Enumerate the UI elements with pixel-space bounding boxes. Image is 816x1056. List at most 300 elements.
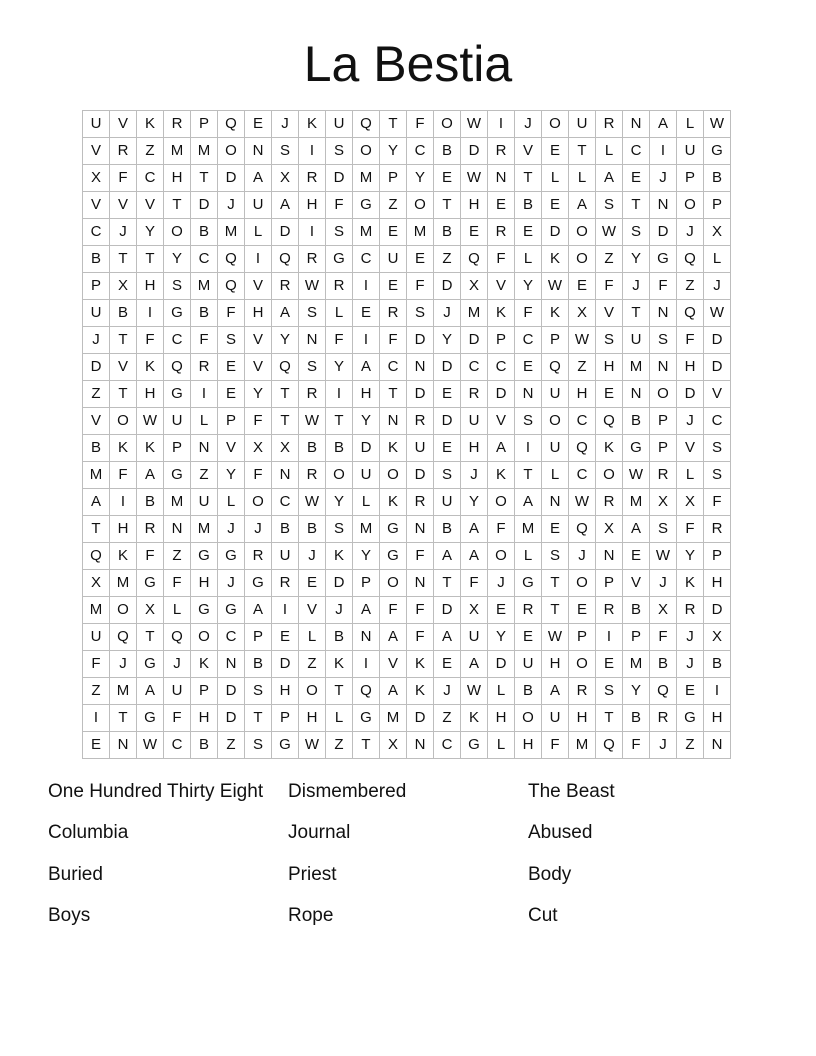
grid-cell: R	[704, 516, 731, 543]
grid-cell: H	[488, 705, 515, 732]
grid-cell: D	[218, 705, 245, 732]
grid-row	[83, 327, 731, 354]
grid-row	[83, 624, 731, 651]
grid-cell: F	[326, 327, 353, 354]
grid-cell: Z	[164, 543, 191, 570]
grid-cell: O	[569, 651, 596, 678]
grid-cell: E	[515, 354, 542, 381]
grid-cell: I	[704, 678, 731, 705]
grid-cell: R	[164, 111, 191, 138]
grid-cell: F	[164, 570, 191, 597]
grid-row	[83, 273, 731, 300]
grid-cell: R	[596, 489, 623, 516]
grid-cell: I	[353, 651, 380, 678]
grid-cell: K	[596, 435, 623, 462]
grid-cell: P	[488, 327, 515, 354]
grid-cell: U	[164, 408, 191, 435]
grid-cell: J	[677, 408, 704, 435]
grid-cell: Y	[164, 246, 191, 273]
grid-cell: V	[110, 354, 137, 381]
grid-cell: S	[245, 732, 272, 759]
grid-cell: F	[137, 327, 164, 354]
grid-cell: Q	[677, 300, 704, 327]
grid-cell: V	[110, 111, 137, 138]
grid-cell: V	[488, 408, 515, 435]
grid-cell: L	[569, 165, 596, 192]
grid-cell: L	[488, 678, 515, 705]
grid-cell: F	[488, 246, 515, 273]
grid-cell: E	[677, 678, 704, 705]
grid-cell: O	[353, 138, 380, 165]
grid-cell: N	[353, 624, 380, 651]
grid-cell: D	[191, 192, 218, 219]
grid-cell: O	[569, 246, 596, 273]
grid-cell: T	[515, 165, 542, 192]
grid-cell: D	[407, 462, 434, 489]
grid-cell: U	[353, 462, 380, 489]
grid-cell: N	[407, 516, 434, 543]
grid-cell: K	[326, 543, 353, 570]
grid-cell: I	[596, 624, 623, 651]
grid-cell: O	[380, 570, 407, 597]
grid-cell: F	[137, 543, 164, 570]
grid-cell: G	[353, 192, 380, 219]
grid-cell: P	[623, 624, 650, 651]
grid-cell: Q	[542, 354, 569, 381]
grid-cell: S	[326, 516, 353, 543]
grid-cell: H	[164, 165, 191, 192]
grid-cell: G	[164, 462, 191, 489]
grid-cell: T	[515, 462, 542, 489]
grid-cell: Q	[110, 624, 137, 651]
grid-cell: T	[137, 624, 164, 651]
grid-cell: L	[299, 624, 326, 651]
grid-cell: E	[380, 273, 407, 300]
grid-cell: I	[326, 381, 353, 408]
grid-cell: S	[596, 678, 623, 705]
grid-cell: E	[623, 543, 650, 570]
grid-cell: Q	[272, 354, 299, 381]
grid-cell: K	[380, 489, 407, 516]
grid-cell: X	[272, 165, 299, 192]
grid-cell: O	[677, 192, 704, 219]
grid-cell: K	[137, 354, 164, 381]
grid-cell: U	[515, 651, 542, 678]
grid-cell: B	[110, 300, 137, 327]
grid-cell: A	[380, 678, 407, 705]
grid-cell: E	[596, 381, 623, 408]
grid-cell: V	[488, 273, 515, 300]
grid-cell: E	[569, 273, 596, 300]
grid-cell: H	[569, 381, 596, 408]
grid-cell: P	[245, 624, 272, 651]
grid-cell: H	[191, 570, 218, 597]
grid-cell: B	[434, 138, 461, 165]
grid-cell: B	[704, 165, 731, 192]
grid-cell: A	[434, 543, 461, 570]
grid-cell: E	[218, 381, 245, 408]
grid-cell: E	[353, 300, 380, 327]
word-list	[48, 778, 768, 943]
grid-cell: O	[569, 570, 596, 597]
grid-cell: V	[110, 192, 137, 219]
grid-cell: W	[461, 111, 488, 138]
grid-cell: T	[542, 570, 569, 597]
grid-row	[83, 489, 731, 516]
grid-cell: R	[380, 300, 407, 327]
grid-cell: O	[542, 111, 569, 138]
grid-cell: V	[596, 300, 623, 327]
grid-cell: G	[515, 570, 542, 597]
grid-cell: R	[299, 165, 326, 192]
grid-cell: F	[110, 462, 137, 489]
grid-cell: U	[191, 489, 218, 516]
grid-cell: E	[83, 732, 110, 759]
grid-cell: Y	[245, 381, 272, 408]
grid-cell: Y	[353, 543, 380, 570]
grid-cell: F	[461, 570, 488, 597]
grid-cell: I	[650, 138, 677, 165]
grid-cell: O	[488, 489, 515, 516]
word-list-item: The Beast	[528, 781, 615, 802]
grid-cell: J	[245, 516, 272, 543]
grid-cell: J	[434, 678, 461, 705]
grid-cell: W	[299, 273, 326, 300]
grid-cell: R	[461, 381, 488, 408]
grid-cell: M	[191, 516, 218, 543]
grid-cell: O	[110, 597, 137, 624]
grid-row	[83, 300, 731, 327]
grid-cell: W	[569, 327, 596, 354]
grid-cell: H	[461, 192, 488, 219]
grid-cell: A	[596, 165, 623, 192]
grid-cell: C	[569, 462, 596, 489]
grid-cell: C	[488, 354, 515, 381]
grid-cell: W	[542, 624, 569, 651]
grid-cell: M	[461, 300, 488, 327]
grid-cell: V	[704, 381, 731, 408]
grid-cell: L	[677, 111, 704, 138]
grid-cell: P	[191, 678, 218, 705]
grid-cell: B	[191, 300, 218, 327]
grid-cell: X	[650, 597, 677, 624]
word-list-item: Cut	[528, 904, 558, 926]
grid-cell: Y	[434, 327, 461, 354]
grid-cell: V	[83, 192, 110, 219]
grid-cell: C	[353, 246, 380, 273]
grid-cell: F	[191, 327, 218, 354]
grid-cell: B	[191, 732, 218, 759]
grid-cell: F	[380, 327, 407, 354]
grid-cell: N	[623, 111, 650, 138]
grid-cell: C	[83, 219, 110, 246]
grid-cell: R	[299, 381, 326, 408]
grid-cell: F	[488, 516, 515, 543]
grid-cell: U	[677, 138, 704, 165]
grid-cell: N	[110, 732, 137, 759]
grid-cell: W	[137, 408, 164, 435]
grid-cell: M	[218, 219, 245, 246]
grid-cell: W	[299, 732, 326, 759]
grid-cell: H	[137, 273, 164, 300]
grid-cell: L	[515, 246, 542, 273]
grid-cell: Z	[83, 678, 110, 705]
grid-cell: E	[623, 165, 650, 192]
grid-cell: Q	[218, 246, 245, 273]
grid-cell: C	[164, 327, 191, 354]
grid-cell: K	[137, 111, 164, 138]
grid-cell: L	[191, 408, 218, 435]
grid-cell: D	[272, 651, 299, 678]
grid-cell: S	[299, 300, 326, 327]
grid-cell: A	[272, 300, 299, 327]
grid-cell: P	[380, 165, 407, 192]
grid-cell: M	[623, 354, 650, 381]
grid-row	[83, 678, 731, 705]
grid-cell: Y	[623, 678, 650, 705]
grid-cell: D	[218, 678, 245, 705]
grid-cell: Q	[218, 273, 245, 300]
grid-cell: G	[623, 435, 650, 462]
grid-cell: O	[488, 543, 515, 570]
grid-cell: I	[272, 597, 299, 624]
grid-cell: H	[596, 354, 623, 381]
grid-cell: T	[326, 408, 353, 435]
grid-cell: R	[650, 462, 677, 489]
grid-cell: G	[191, 543, 218, 570]
grid-cell: H	[515, 732, 542, 759]
grid-cell: R	[569, 678, 596, 705]
grid-row	[83, 138, 731, 165]
grid-cell: Y	[137, 219, 164, 246]
grid-cell: Y	[218, 462, 245, 489]
grid-cell: H	[110, 516, 137, 543]
grid-cell: E	[299, 570, 326, 597]
grid-cell: O	[434, 111, 461, 138]
grid-cell: A	[623, 516, 650, 543]
grid-cell: A	[542, 678, 569, 705]
grid-cell: O	[407, 192, 434, 219]
grid-cell: Z	[380, 192, 407, 219]
grid-row	[83, 354, 731, 381]
grid-cell: K	[542, 300, 569, 327]
grid-cell: P	[596, 570, 623, 597]
grid-cell: W	[569, 489, 596, 516]
grid-cell: K	[407, 678, 434, 705]
grid-cell: E	[434, 651, 461, 678]
grid-cell: E	[542, 138, 569, 165]
grid-cell: S	[272, 138, 299, 165]
grid-cell: E	[542, 192, 569, 219]
grid-cell: N	[623, 381, 650, 408]
grid-cell: F	[164, 705, 191, 732]
grid-cell: C	[461, 354, 488, 381]
grid-cell: E	[542, 516, 569, 543]
grid-cell: D	[488, 381, 515, 408]
grid-cell: F	[677, 516, 704, 543]
grid-cell: A	[137, 462, 164, 489]
grid-cell: L	[245, 219, 272, 246]
grid-cell: G	[164, 300, 191, 327]
grid-cell: D	[353, 435, 380, 462]
grid-cell: L	[353, 489, 380, 516]
grid-cell: N	[380, 408, 407, 435]
grid-cell: X	[272, 435, 299, 462]
grid-cell: H	[245, 300, 272, 327]
grid-cell: V	[299, 597, 326, 624]
grid-cell: L	[677, 462, 704, 489]
grid-cell: J	[677, 624, 704, 651]
grid-cell: G	[650, 246, 677, 273]
grid-cell: Y	[272, 327, 299, 354]
grid-cell: D	[704, 354, 731, 381]
grid-cell: O	[542, 408, 569, 435]
grid-cell: N	[650, 354, 677, 381]
grid-cell: B	[299, 516, 326, 543]
grid-cell: X	[83, 570, 110, 597]
grid-cell: L	[326, 300, 353, 327]
grid-cell: J	[83, 327, 110, 354]
grid-cell: X	[83, 165, 110, 192]
grid-cell: F	[650, 624, 677, 651]
grid-cell: U	[569, 111, 596, 138]
grid-cell: C	[434, 732, 461, 759]
grid-cell: X	[650, 489, 677, 516]
grid-cell: U	[542, 381, 569, 408]
grid-cell: R	[650, 705, 677, 732]
grid-cell: O	[326, 462, 353, 489]
grid-cell: U	[245, 192, 272, 219]
grid-cell: B	[83, 246, 110, 273]
grid-cell: R	[191, 354, 218, 381]
grid-cell: A	[461, 651, 488, 678]
word-list-item: Buried	[48, 863, 103, 885]
grid-cell: B	[650, 651, 677, 678]
grid-cell: R	[245, 543, 272, 570]
grid-cell: B	[326, 624, 353, 651]
grid-cell: P	[650, 435, 677, 462]
grid-cell: G	[137, 705, 164, 732]
grid-cell: K	[488, 462, 515, 489]
grid-cell: A	[245, 165, 272, 192]
grid-cell: S	[596, 327, 623, 354]
grid-cell: O	[218, 138, 245, 165]
grid-cell: K	[407, 651, 434, 678]
grid-cell: J	[164, 651, 191, 678]
grid-cell: P	[353, 570, 380, 597]
grid-cell: A	[461, 543, 488, 570]
grid-cell: R	[596, 597, 623, 624]
grid-cell: R	[137, 516, 164, 543]
grid-cell: G	[164, 381, 191, 408]
grid-cell: H	[704, 570, 731, 597]
grid-cell: U	[380, 246, 407, 273]
grid-row	[83, 246, 731, 273]
grid-cell: W	[542, 273, 569, 300]
grid-cell: N	[515, 381, 542, 408]
grid-cell: D	[461, 138, 488, 165]
grid-cell: W	[299, 489, 326, 516]
grid-cell: P	[83, 273, 110, 300]
grid-cell: Z	[137, 138, 164, 165]
grid-cell: R	[326, 273, 353, 300]
grid-cell: D	[704, 597, 731, 624]
grid-cell: J	[218, 192, 245, 219]
grid-cell: V	[83, 408, 110, 435]
grid-cell: O	[110, 408, 137, 435]
grid-cell: P	[650, 408, 677, 435]
word-list-item: One Hundred Thirty Eight	[48, 781, 264, 802]
grid-cell: F	[407, 543, 434, 570]
grid-cell: D	[407, 705, 434, 732]
grid-cell: C	[137, 165, 164, 192]
grid-cell: N	[704, 732, 731, 759]
grid-cell: I	[299, 138, 326, 165]
grid-cell: O	[569, 219, 596, 246]
grid-cell: U	[623, 327, 650, 354]
word-list-item: Boys	[48, 904, 91, 926]
grid-cell: M	[164, 489, 191, 516]
grid-cell: J	[110, 219, 137, 246]
grid-cell: J	[299, 543, 326, 570]
grid-cell: U	[434, 489, 461, 516]
grid-cell: X	[461, 273, 488, 300]
grid-cell: D	[488, 651, 515, 678]
grid-cell: K	[110, 435, 137, 462]
grid-cell: J	[650, 570, 677, 597]
grid-cell: O	[515, 705, 542, 732]
grid-cell: X	[245, 435, 272, 462]
grid-cell: O	[245, 489, 272, 516]
grid-cell: L	[326, 705, 353, 732]
grid-cell: V	[245, 327, 272, 354]
grid-cell: A	[569, 192, 596, 219]
grid-cell: I	[245, 246, 272, 273]
grid-cell: J	[677, 219, 704, 246]
grid-cell: D	[542, 219, 569, 246]
grid-cell: M	[110, 570, 137, 597]
grid-cell: M	[353, 219, 380, 246]
grid-cell: W	[704, 300, 731, 327]
grid-row	[83, 435, 731, 462]
grid-cell: F	[407, 624, 434, 651]
grid-cell: S	[245, 678, 272, 705]
grid-cell: M	[83, 462, 110, 489]
grid-cell: P	[272, 705, 299, 732]
grid-cell: K	[326, 651, 353, 678]
grid-cell: U	[461, 624, 488, 651]
grid-cell: J	[704, 273, 731, 300]
grid-row	[83, 705, 731, 732]
grid-cell: G	[461, 732, 488, 759]
grid-cell: O	[380, 462, 407, 489]
grid-cell: Q	[353, 678, 380, 705]
grid-cell: M	[83, 597, 110, 624]
grid-cell: B	[245, 651, 272, 678]
grid-row	[83, 570, 731, 597]
grid-cell: U	[164, 678, 191, 705]
grid-cell: M	[353, 516, 380, 543]
grid-cell: Z	[326, 732, 353, 759]
grid-cell: D	[704, 327, 731, 354]
grid-cell: K	[110, 543, 137, 570]
grid-cell: O	[164, 219, 191, 246]
grid-cell: F	[407, 273, 434, 300]
grid-cell: F	[596, 273, 623, 300]
grid-cell: C	[407, 138, 434, 165]
grid-row	[83, 219, 731, 246]
grid-cell: I	[353, 273, 380, 300]
